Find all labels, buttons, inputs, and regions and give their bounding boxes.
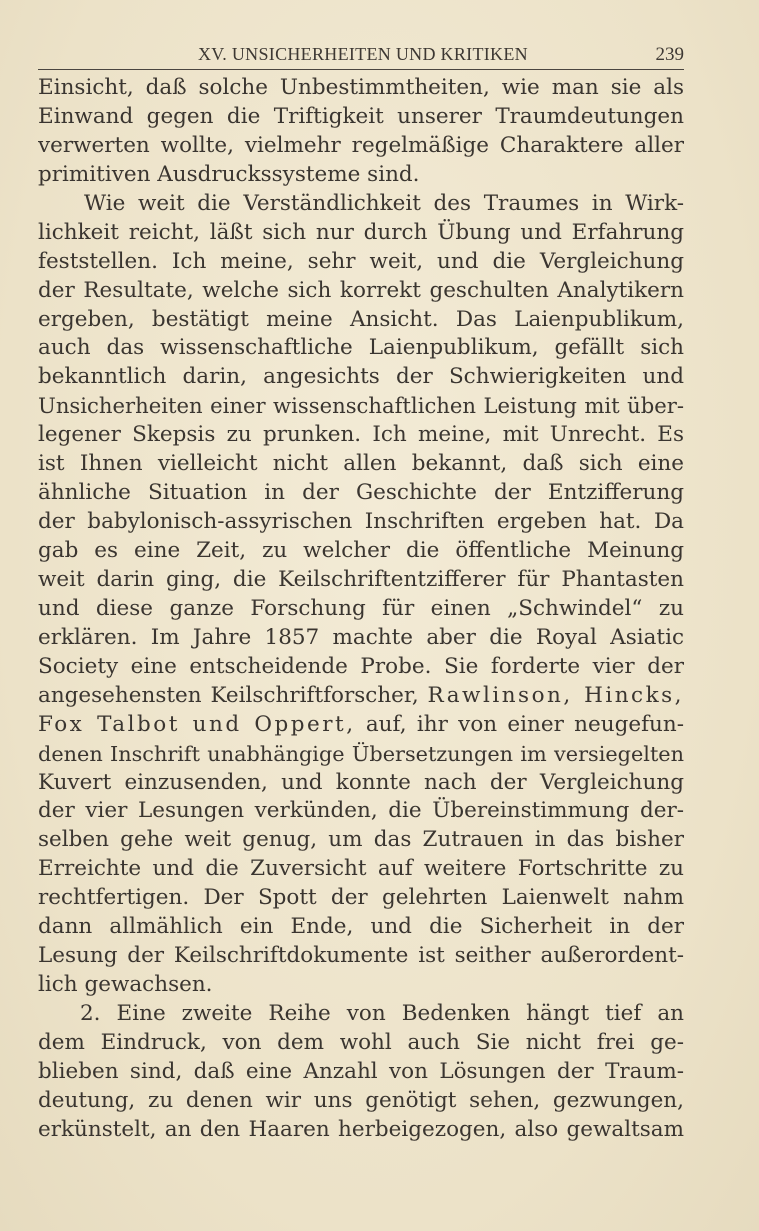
body-text [38, 74, 684, 1145]
text-line: der Resultate, welche sich korrekt geschulten Analytikern [38, 277, 684, 303]
text-line: gab es eine Zeit, zu welcher die öffentliche Meinung [38, 538, 684, 563]
text-line: Einsicht, daß solche Unbestimmtheiten, wie man sie als [38, 75, 684, 100]
text-line: denen Inschrift unabhängige Übersetzungen im versiegelten [38, 741, 684, 766]
text-line: ist Ihnen vielleicht nicht allen bekannt, daß sich eine [38, 451, 684, 477]
text-line: ähnliche Situation in der Geschichte der Entzifferung [38, 480, 684, 506]
text-line: Society eine entscheidende Probe. Sie forderte vier der [38, 653, 684, 679]
page-number: 239 [655, 44, 684, 65]
text-line: und diese ganze Forschung für einen „Schwindel“ zu [38, 595, 684, 621]
text-fragment: auf, ihr von einer neugefun- [365, 711, 684, 737]
text-line: legener Skepsis zu prunken. Ich meine, mit Unrecht. Es [38, 422, 684, 448]
text-line: Wie weit die Verständlichkeit des Traumes in Wirk- [84, 190, 684, 216]
text-line: ergeben, bestätigt meine Ansicht. Das Laienpublikum, [38, 306, 684, 332]
text-line: bekanntlich darin, angesichts der Schwierigkeiten und [38, 364, 684, 390]
text-line: lichkeit reicht, läßt sich nur durch Übung und Erfahrung [38, 219, 684, 245]
text-line: verwerten wollte, vielmehr regelmäßige Charaktere aller [38, 132, 684, 158]
text-line: feststellen. Ich meine, sehr weit, und die Vergleichung [38, 248, 684, 274]
text-line: auch das wissenschaftliche Laienpublikum, gefällt sich [38, 335, 684, 361]
text-line: erkünstelt, an den Haaren herbeigezogen, also gewaltsam [38, 1116, 684, 1142]
spaced-names: Fox Talbot und Oppert, [38, 711, 356, 737]
text-line: Erreichte und die Zuversicht auf weitere Fortschritte zu [38, 856, 684, 882]
header-rule [38, 69, 684, 70]
text-line: Kuvert einzusenden, und konnte nach der Vergleichung [38, 769, 684, 795]
text-line: 2. Eine zweite Reihe von Bedenken hängt tief an [80, 1001, 684, 1026]
text-line: weit darin ging, die Keilschriftentzifferer für Phantasten [38, 566, 684, 592]
text-line: deutung, zu denen wir uns genötigt sehen, gezwungen, [38, 1087, 684, 1113]
text-line: lich gewachsen. [38, 972, 213, 998]
text-line: blieben sind, daß eine Anzahl von Lösungen der Traum- [38, 1058, 684, 1084]
spaced-names: Rawlinson, Hincks, [427, 682, 684, 708]
text-line: rechtfertigen. Der Spott der gelehrten Laienwelt nahm [38, 885, 684, 911]
running-head: XV. UNSICHERHEITEN UND KRITIKEN [198, 44, 528, 64]
text-line: erklären. Im Jahre 1857 machte aber die Royal Asiatic [38, 624, 684, 650]
text-line: primitiven Ausdruckssysteme sind. [38, 161, 420, 187]
text-line: Lesung der Keilschriftdokumente ist seither außerordent- [38, 943, 684, 969]
text-line: Unsicherheiten einer wissenschaftlichen Leistung mit über- [38, 393, 684, 419]
text-line: dem Eindruck, von dem wohl auch Sie nicht frei ge- [38, 1029, 684, 1055]
text-line: Einwand gegen die Triftigkeit unserer Traumdeutungen [38, 103, 684, 129]
text-line [38, 682, 684, 711]
text-line: dann allmählich ein Ende, und die Sicherheit in der [38, 914, 684, 940]
text-line [38, 711, 684, 740]
text-fragment: angesehensten Keilschriftforscher, [38, 682, 428, 708]
text-line: der babylonisch-assyrischen Inschriften ergeben hat. Da [38, 509, 684, 535]
text-line: der vier Lesungen verkünden, die Übereinstimmung der- [38, 798, 684, 824]
text-line: selben gehe weit genug, um das Zutrauen in das bisher [38, 827, 684, 853]
page-header [38, 42, 684, 70]
